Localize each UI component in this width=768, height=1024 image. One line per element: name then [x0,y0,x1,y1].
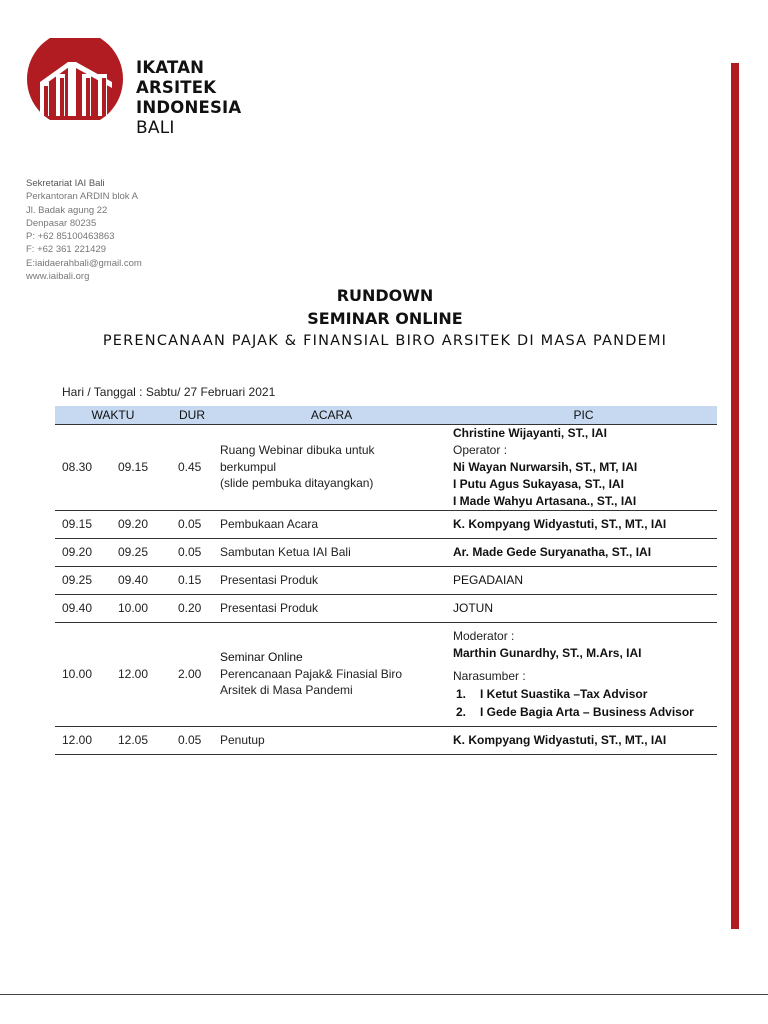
acara-cell [213,424,450,510]
pic-label: Moderator : [453,628,515,643]
time-end: 12.05 [111,726,171,754]
secretariat-address [26,177,142,283]
header-dur: DUR [171,406,213,424]
acara-line: Arsitek di Masa Pandemi [220,683,353,698]
iai-logo-emblem-icon [26,38,126,120]
pic-label: Operator : [453,442,508,457]
time-end: 09.40 [111,566,171,594]
list-number: 2. [456,704,467,719]
address-line: Perkantoran ARDIN blok A [26,191,138,203]
list-number: 1. [456,686,467,701]
address-line: P: +62 85100463863 [26,231,115,243]
acara-line: Ruang Webinar dibuka untuk [220,443,375,458]
acara-cell: Presentasi Produk [213,566,450,594]
table-row [55,566,717,594]
time-end: 09.25 [111,538,171,566]
duration: 0.15 [171,566,213,594]
time-start: 09.20 [55,538,111,566]
acara-cell [213,622,450,726]
time-start: 10.00 [55,622,111,726]
pic-cell [450,622,717,726]
iai-bali-logo [26,38,266,138]
acara-cell: Sambutan Ketua IAI Bali [213,538,450,566]
logo-line-2: ARSITEK [136,78,217,97]
pic-cell: Ar. Made Gede Suryanatha, ST., IAI [450,538,717,566]
duration: 0.45 [171,424,213,510]
acara-cell: Presentasi Produk [213,594,450,622]
duration: 0.05 [171,726,213,754]
pic-cell: K. Kompyang Widyastuti, ST., MT., IAI [450,510,717,538]
acara-cell: Penutup [213,726,450,754]
address-line: www.iaibali.org [26,271,90,283]
time-start: 09.25 [55,566,111,594]
header-pic: PIC [450,406,717,424]
time-start: 09.15 [55,510,111,538]
time-start: 08.30 [55,424,111,510]
document-title-2: SEMINAR ONLINE [307,309,463,328]
list-item [453,685,717,703]
time-end: 09.15 [111,424,171,510]
header-acara: ACARA [213,406,450,424]
address-line: Jl. Badak agung 22 [26,204,108,216]
list-text: I Gede Bagia Arta – Business Advisor [480,704,694,719]
table-row [55,594,717,622]
time-start: 09.40 [55,594,111,622]
duration: 0.20 [171,594,213,622]
address-line: F: +62 361 221429 [26,244,107,256]
pic-cell: K. Kompyang Widyastuti, ST., MT., IAI [450,726,717,754]
time-start: 12.00 [55,726,111,754]
logo-line-3: INDONESIA [136,98,242,117]
pic-cell: PEGADAIAN [450,566,717,594]
acara-line: berkumpul [220,459,277,474]
table-header-row [55,406,717,424]
time-end: 09.20 [111,510,171,538]
duration: 0.05 [171,510,213,538]
footer-divider [0,994,768,995]
address-line: Denpasar 80235 [26,217,97,229]
logo-text [136,58,241,138]
acara-cell: Pembukaan Acara [213,510,450,538]
acara-line: Seminar Online [220,650,303,665]
pic-line: Marthin Gunardhy, ST., M.Ars, IAI [453,645,642,660]
pic-line: Ni Wayan Nurwarsih, ST., MT, IAI [453,459,638,474]
pic-cell: JOTUN [450,594,717,622]
table-row [55,510,717,538]
logo-line-4: BALI [136,118,175,138]
table-row [55,538,717,566]
pic-line: I Putu Agus Sukayasa, ST., IAI [453,476,624,491]
document-subtitle: PERENCANAAN PAJAK & FINANSIAL BIRO ARSITEK DI MASA PANDEMI [102,333,668,349]
decorative-side-bar [731,63,739,929]
address-title: Sekretariat IAI Bali [26,178,105,189]
list-text: I Ketut Suastika –Tax Advisor [480,686,648,701]
rundown-table [55,406,717,755]
list-item [453,703,717,721]
time-end: 10.00 [111,594,171,622]
duration: 0.05 [171,538,213,566]
event-date: Hari / Tanggal : Sabtu/ 27 Februari 2021 [62,385,276,399]
document-title: RUNDOWN [336,286,434,305]
header-waktu: WAKTU [55,406,171,424]
pic-line: I Made Wahyu Artasana., ST., IAI [453,493,637,508]
acara-line: Perencanaan Pajak& Finasial Biro [220,666,403,681]
table-row [55,424,717,510]
duration: 2.00 [171,622,213,726]
pic-cell [450,424,717,510]
acara-line: (slide pembuka ditayangkan) [220,476,374,491]
address-line: E:iaidaerahbali@gmail.com [26,257,142,269]
time-end: 12.00 [111,622,171,726]
pic-line: Christine Wijayanti, ST., IAI [453,425,607,440]
table-row [55,622,717,726]
table-row [55,726,717,754]
logo-line-1: IKATAN [136,58,205,77]
pic-label: Narasumber : [453,668,526,683]
